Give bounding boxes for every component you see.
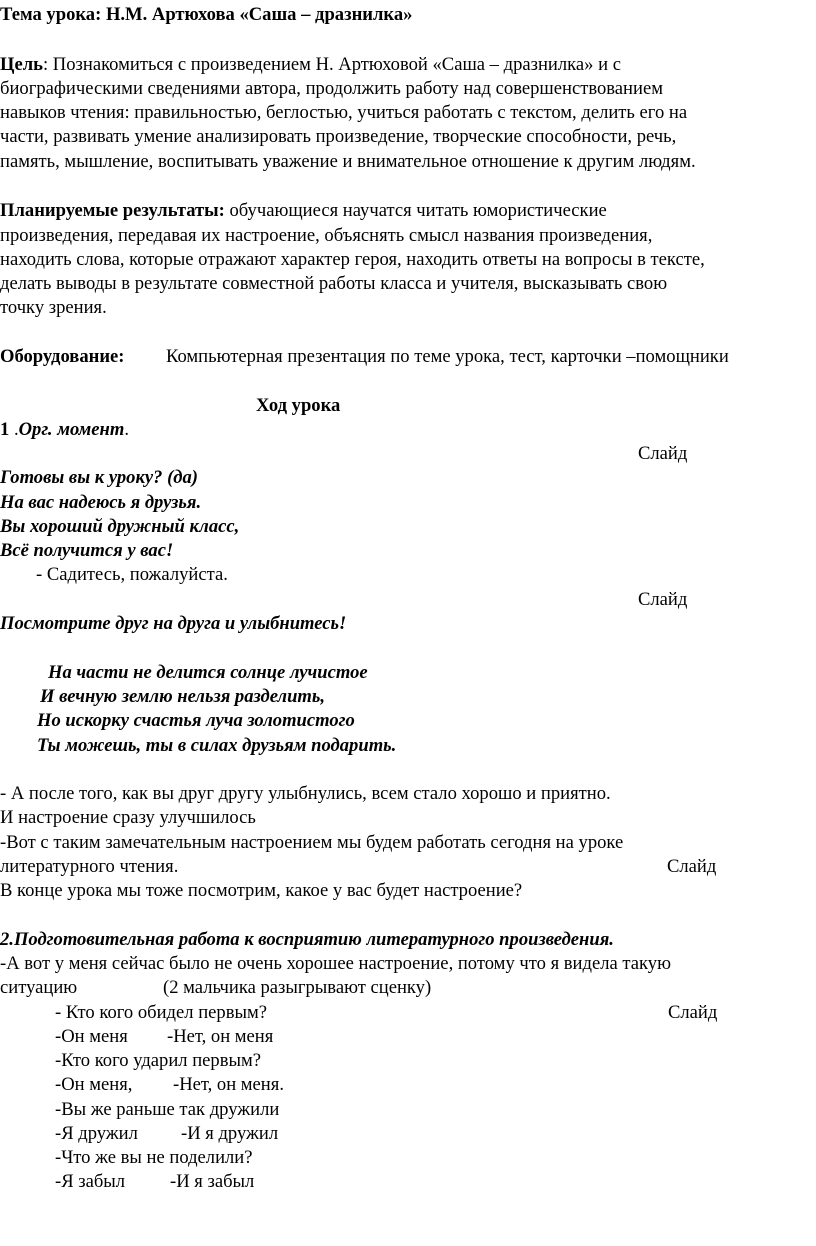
goal-line: память, мышление, воспитывать уважение и внимательное отношение к другим людям. — [0, 151, 696, 172]
slide-marker: Слайд — [638, 589, 688, 610]
goal-line: части, развивать умение анализировать произведение, творческие способности, речь, — [0, 126, 677, 147]
poem-line: Всё получится у вас! — [0, 540, 174, 561]
text-line: ситуацию — [0, 977, 78, 998]
dialogue-line: - Кто кого обидел первым? — [55, 1002, 267, 1023]
goal-text: : Познакомиться с произведением Н. Артюховой «Саша – дразнилка» и с — [42, 54, 621, 75]
section-1-number: 1 — [0, 419, 10, 440]
results-line: находить слова, которые отражают характер героя, находить ответы на вопросы в тексте, — [0, 249, 705, 270]
dialogue-line: -Вы же раньше так дружили — [55, 1099, 280, 1120]
topic-label: Тема урока: — [0, 4, 102, 25]
goal-label: Цель — [0, 54, 43, 75]
text-line: литературного чтения. — [0, 856, 179, 877]
slide-marker: Слайд — [638, 443, 688, 464]
poem-line: На части не делится солнце лучистое — [48, 662, 368, 683]
equipment-text: Компьютерная презентация по теме урока, тест, карточки –помощники — [166, 346, 729, 367]
poem-line: На вас надеюсь я друзья. — [0, 492, 202, 513]
poem-line: Вы хороший дружный класс, — [0, 516, 240, 537]
text-line: -А вот у меня сейчас было не очень хорошее настроение, потому что я видела такую — [0, 953, 671, 974]
lesson-topic — [0, 3, 412, 27]
goal-line-1 — [0, 53, 621, 77]
topic-text: Н.М. Артюхова «Саша – дразнилка» — [101, 4, 413, 25]
text-line: -Вот с таким замечательным настроением мы будем работать сегодня на уроке — [0, 832, 624, 853]
slide-marker: Слайд — [668, 1002, 718, 1023]
dialogue-line: -Я дружил — [55, 1123, 138, 1144]
dialogue-line: -Он меня — [55, 1026, 128, 1047]
poem-line: Но искорку счастья луча золотистого — [37, 710, 355, 731]
poem-line: Готовы вы к уроку? (да) — [0, 467, 198, 488]
sit-down-text: - Садитесь, пожалуйста. — [36, 564, 228, 585]
section-1-end: . — [124, 419, 129, 440]
section-1-heading — [0, 418, 129, 442]
results-line: произведения, передавая их настроение, объяснять смысл названия произведения, — [0, 225, 653, 246]
text-line: И настроение сразу улучшилось — [0, 807, 256, 828]
results-line-1 — [0, 199, 607, 223]
slide-marker: Слайд — [667, 856, 717, 877]
section-2-heading: 2.Подготовительная работа к восприятию литературного произведения. — [0, 929, 614, 950]
dialogue-reply: -И я дружил — [181, 1123, 279, 1144]
section-1-dot: . — [9, 419, 19, 440]
dialogue-line: -Что же вы не поделили? — [55, 1147, 253, 1168]
dialogue-line: -Я забыл — [55, 1171, 126, 1192]
results-text: обучающиеся научатся читать юмористические — [224, 200, 607, 221]
text-line: В конце урока мы тоже посмотрим, какое у вас будет настроение? — [0, 880, 523, 901]
equipment-label: Оборудование: — [0, 346, 125, 367]
goal-line: навыков чтения: правильностью, беглостью, учиться работать с текстом, делить его на — [0, 102, 688, 123]
section-1-title: Орг. момент — [18, 419, 125, 440]
results-line: точку зрения. — [0, 297, 107, 318]
results-label: Планируемые результаты: — [0, 200, 225, 221]
text-line: - А после того, как вы друг другу улыбнулись, всем стало хорошо и приятно. — [0, 783, 611, 804]
scene-note: (2 мальчика разыгрывают сценку) — [163, 977, 432, 998]
poem-line: И вечную землю нельзя разделить, — [40, 686, 326, 707]
goal-line: биографическими сведениями автора, продолжить работу над совершенствованием — [0, 78, 663, 99]
results-line: делать выводы в результате совместной работы класса и учителя, высказывать свою — [0, 273, 668, 294]
smile-text: Посмотрите друг на друга и улыбнитесь! — [0, 613, 347, 634]
dialogue-reply: -И я забыл — [170, 1171, 255, 1192]
dialogue-reply: -Нет, он меня. — [173, 1074, 284, 1095]
lesson-heading: Ход урока — [256, 395, 341, 416]
dialogue-line: -Он меня, — [55, 1074, 133, 1095]
dialogue-reply: -Нет, он меня — [167, 1026, 274, 1047]
poem-line: Ты можешь, ты в силах друзьям подарить. — [37, 735, 397, 756]
dialogue-line: -Кто кого ударил первым? — [55, 1050, 262, 1071]
